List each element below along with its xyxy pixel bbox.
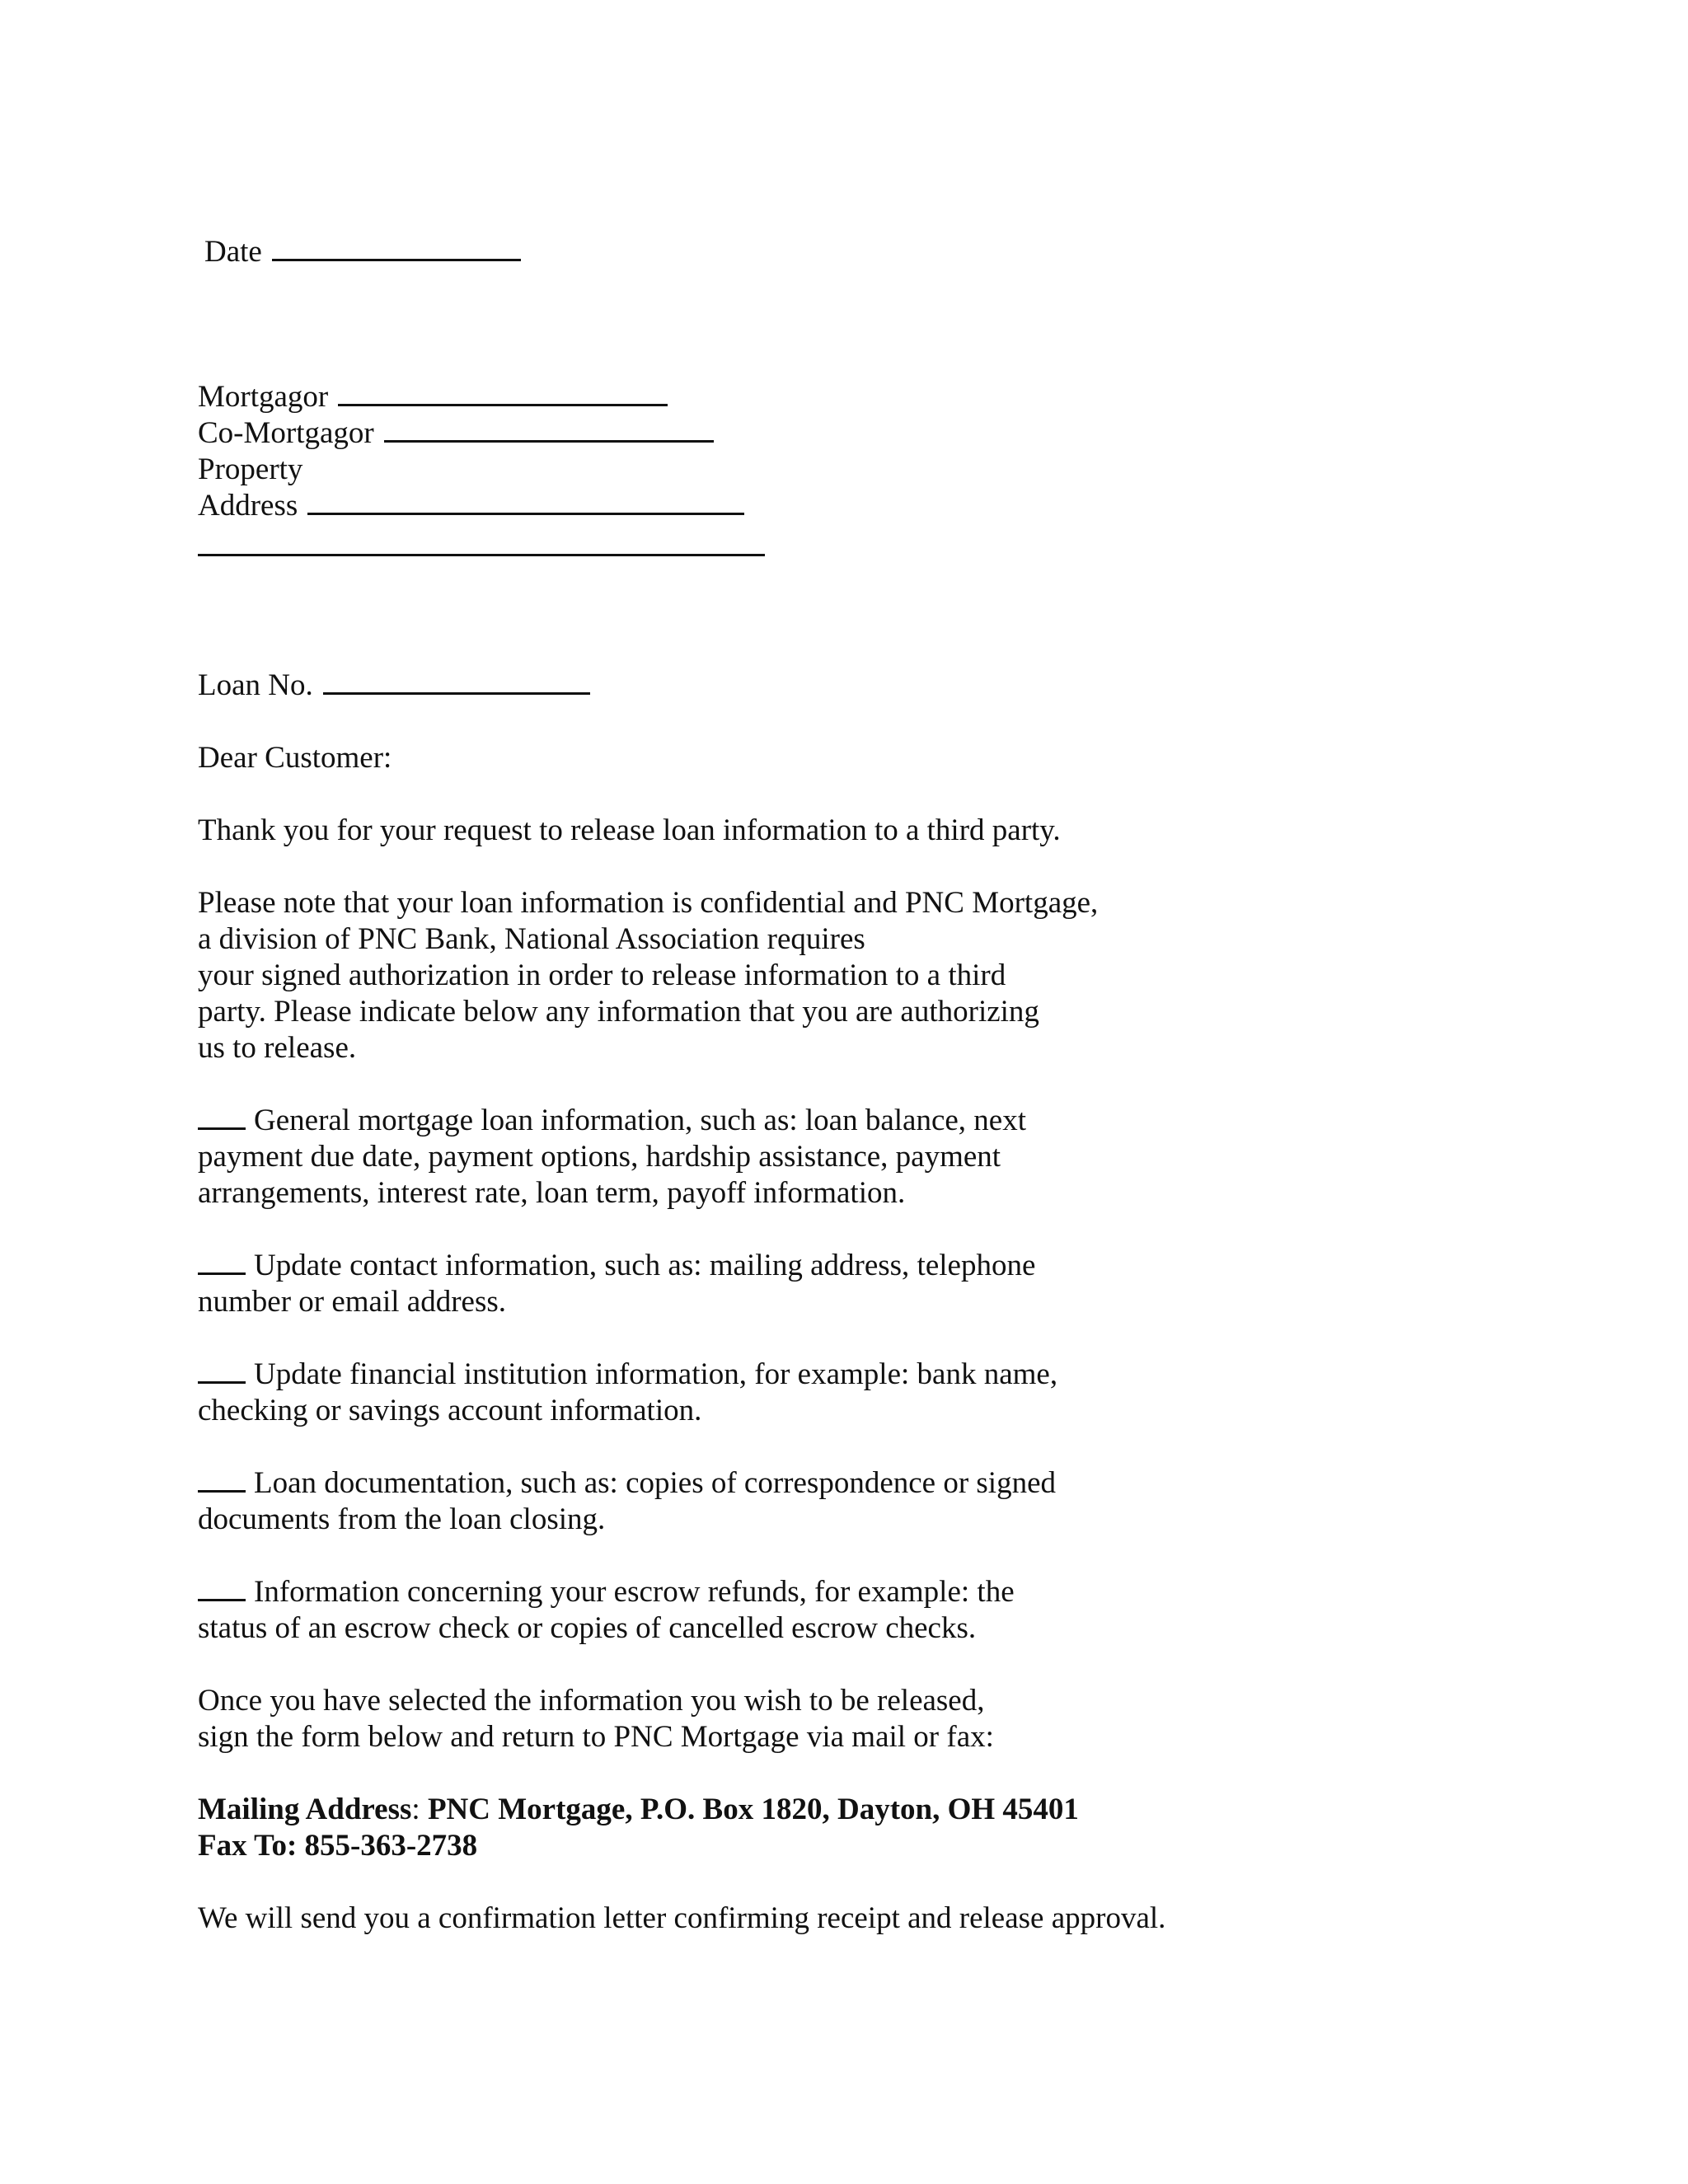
option-general-loan-info: [198, 1103, 1026, 1139]
address-field[interactable]: [307, 488, 744, 515]
note-line: Please note that your loan information is confidential and PNC Mortgage,: [198, 886, 1099, 920]
thanks-paragraph: Thank you for your request to release loan information to a third party.: [198, 813, 1061, 847]
mailing-address-value: PNC Mortgage, P.O. Box 1820, Dayton, OH 45401: [427, 1793, 1079, 1826]
address-row: [198, 488, 744, 524]
note-line: a division of PNC Bank, National Association requires: [198, 922, 865, 956]
option-escrow-refunds: [198, 1574, 1015, 1610]
loan-no-row: [198, 668, 590, 704]
option-checkbox-blank[interactable]: [198, 1574, 246, 1601]
option-line: Update financial institution information, for example: bank name,: [254, 1357, 1058, 1391]
address-label: Address: [198, 489, 298, 523]
instructions-line: sign the form below and return to PNC Mortgage via mail or fax:: [198, 1720, 994, 1754]
loan-no-field[interactable]: [323, 668, 590, 695]
fax-line: Fax To: 855-363-2738: [198, 1829, 478, 1863]
option-update-financial-info: [198, 1357, 1057, 1393]
co-mortgagor-row: [198, 415, 714, 452]
confirmation-paragraph: We will send you a confirmation letter confirming receipt and release approval.: [198, 1901, 1166, 1935]
address-field-second-line[interactable]: [198, 554, 765, 556]
salutation: Dear Customer:: [198, 741, 392, 775]
note-line: your signed authorization in order to release information to a third: [198, 958, 1006, 992]
property-label: Property: [198, 452, 303, 486]
option-checkbox-blank[interactable]: [198, 1103, 246, 1130]
property-row: [198, 452, 302, 488]
option-line: Information concerning your escrow refunds, for example: the: [254, 1575, 1015, 1609]
option-checkbox-blank[interactable]: [198, 1357, 246, 1384]
date-row: [204, 234, 521, 270]
mortgagor-field[interactable]: [338, 379, 668, 406]
option-line: General mortgage loan information, such as: loan balance, next: [254, 1104, 1026, 1137]
mortgagor-row: [198, 379, 668, 415]
mailing-address-label: Mailing Address: [198, 1793, 412, 1826]
option-checkbox-blank[interactable]: [198, 1465, 246, 1493]
co-mortgagor-label: Co-Mortgagor: [198, 416, 374, 450]
option-line: number or email address.: [198, 1285, 506, 1319]
option-line: status of an escrow check or copies of cancelled escrow checks.: [198, 1611, 977, 1645]
note-line: us to release.: [198, 1031, 357, 1065]
date-field[interactable]: [272, 234, 521, 261]
option-checkbox-blank[interactable]: [198, 1248, 246, 1275]
option-line: arrangements, interest rate, loan term, payoff information.: [198, 1176, 906, 1210]
mailing-address-line: Mailing Address: PNC Mortgage, P.O. Box 1820, Dayton, OH 45401: [198, 1793, 1079, 1826]
option-line: payment due date, payment options, hardship assistance, payment: [198, 1140, 1001, 1174]
loan-no-label: Loan No.: [198, 668, 313, 702]
option-line: Loan documentation, such as: copies of correspondence or signed: [254, 1466, 1057, 1500]
co-mortgagor-field[interactable]: [384, 415, 714, 443]
option-line: Update contact information, such as: mailing address, telephone: [254, 1249, 1036, 1282]
option-line: documents from the loan closing.: [198, 1502, 606, 1536]
option-update-contact-info: [198, 1248, 1035, 1284]
option-loan-documentation: [198, 1465, 1056, 1502]
date-label: Date: [204, 235, 262, 269]
option-line: checking or savings account information.: [198, 1394, 702, 1427]
mortgagor-label: Mortgagor: [198, 380, 329, 414]
note-line: party. Please indicate below any information that you are authorizing: [198, 995, 1039, 1029]
instructions-line: Once you have selected the information you wish to be released,: [198, 1684, 985, 1718]
